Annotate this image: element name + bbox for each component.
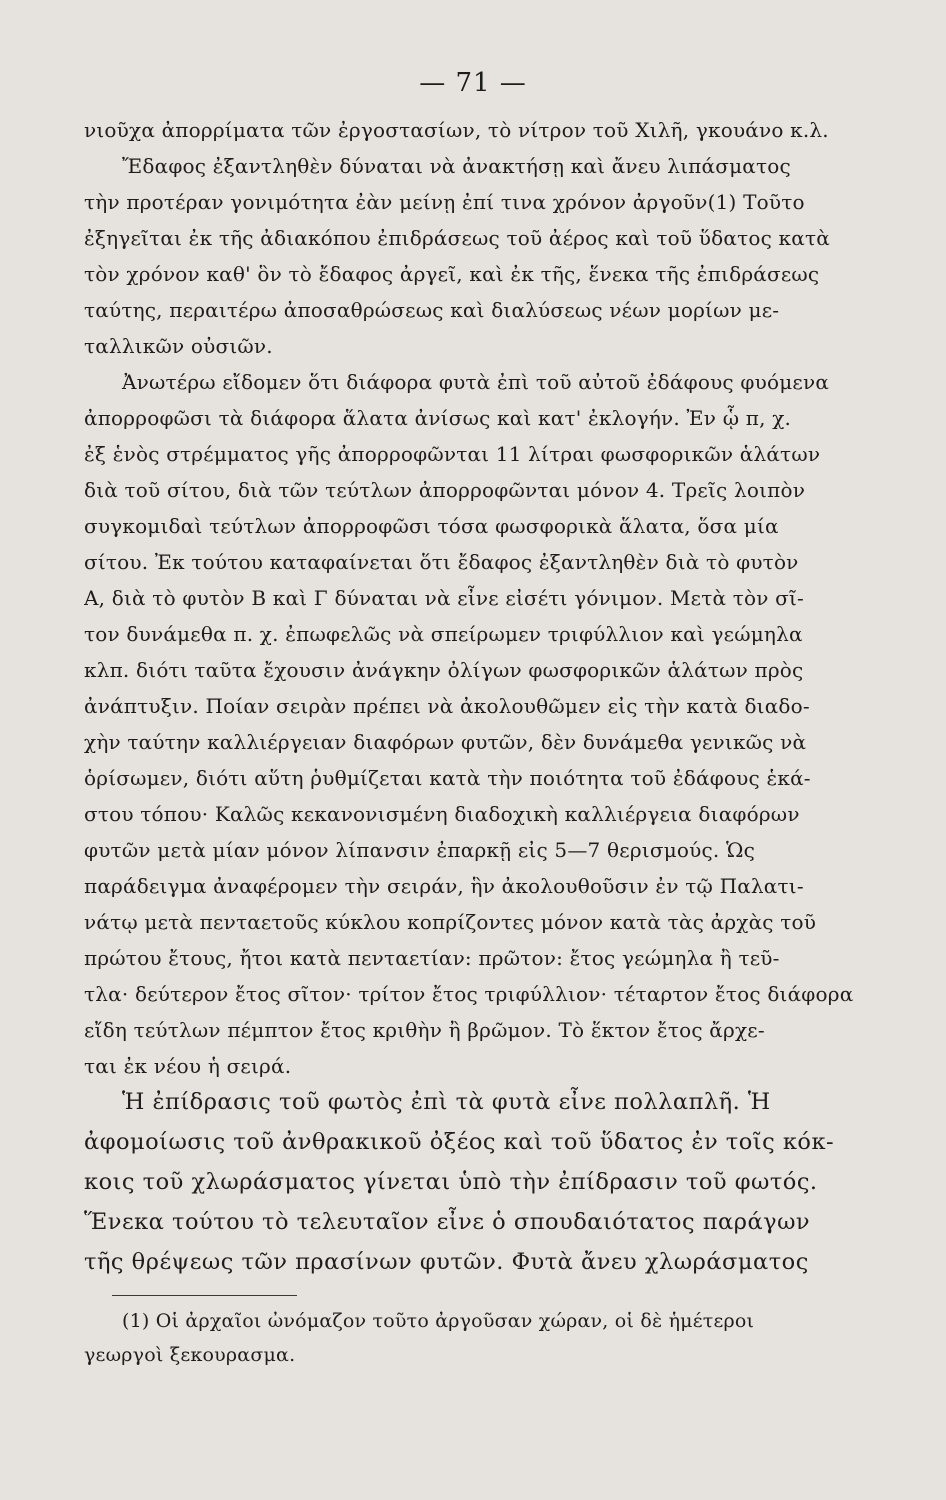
text-line: κλπ. διότι ταῦτα ἔχουσιν ἀνάγκην ὀλίγων φωσφορικῶν ἁλάτων πρὸς [84, 658, 804, 682]
footnote-divider [112, 1295, 297, 1296]
text-line: Ἀνωτέρω εἴδομεν ὅτι διάφορα φυτὰ ἐπὶ τοῦ αὐτοῦ ἐδάφους φυόμενα [122, 370, 830, 394]
text-line: διὰ τοῦ σίτου, διὰ τῶν τεύτλων ἀπορροφῶνται μόνον 4. Τρεῖς λοιπὸν [84, 478, 806, 502]
text-line: τλα· δεύτερον ἔτος σῖτον· τρίτον ἔτος τριφύλλιον· τέταρτον ἔτος διάφορα [84, 982, 854, 1006]
text-line: ται ἐκ νέου ἡ σειρά. [84, 1054, 292, 1078]
footnote [84, 1304, 882, 1372]
text-line: Α, διὰ τὸ φυτὸν Β καὶ Γ δύναται νὰ εἶνε εἰσέτι γόνιμον. Μετὰ τὸν σῖ- [84, 586, 805, 610]
footnote-line: (1) Οἱ ἀρχαῖοι ὠνόμαζον τοῦτο ἀργοῦσαν χώραν, οἱ δὲ ἡμέτεροι [122, 1310, 755, 1332]
text-line: τον δυνάμεθα π. χ. ἐπωφελῶς νὰ σπείρωμεν τριφύλλιον καὶ γεώμηλα [84, 622, 803, 646]
text-line: ἀπορροφῶσι τὰ διάφορα ἅλατα ἀνίσως καὶ κατ' ἐκλογήν. Ἐν ᾧ π, χ. [84, 406, 792, 430]
text-line: συγκομιδαὶ τεύτλων ἀπορροφῶσι τόσα φωσφορικὰ ἅλατα, ὅσα μία [84, 514, 779, 538]
page-number: — 71 — [419, 68, 527, 98]
text-line: νιοῦχα ἀπορρίματα τῶν ἐργοστασίων, τὸ νίτρον τοῦ Χιλῆ, γκουάνο κ.λ. [84, 118, 829, 142]
text-line: ταύτης, περαιτέρω ἀποσαθρώσεως καὶ διαλύσεως νέων μορίων με- [84, 298, 780, 322]
text-line: στου τόπου· Καλῶς κεκανονισμένη διαδοχικὴ καλλιέργεια διαφόρων [84, 802, 800, 826]
text-line: ἀφομοίωσις τοῦ ἀνθρακικοῦ ὀξέος καὶ τοῦ ὕδατος ἐν τοῖς κόκ- [84, 1129, 835, 1155]
text-line: κοις τοῦ χλωράσματος γίνεται ὑπὸ τὴν ἐπίδρασιν τοῦ φωτός. [84, 1169, 818, 1195]
text-line: ἐξηγεῖται ἐκ τῆς ἀδιακόπου ἐπιδράσεως τοῦ ἀέρος καὶ τοῦ ὕδατος κατὰ [84, 226, 830, 250]
text-line: ἐξ ἑνὸς στρέμματος γῆς ἀπορροφῶνται 11 λίτραι φωσφορικῶν ἁλάτων [84, 442, 821, 466]
text-line: νάτῳ μετὰ πενταετοῦς κύκλου κοπρίζοντες μόνον κατὰ τὰς ἀρχὰς τοῦ [84, 910, 817, 934]
text-line: χὴν ταύτην καλλιέργειαν διαφόρων φυτῶν, δὲν δυνάμεθα γενικῶς νὰ [84, 730, 807, 754]
text-line: Ἕνεκα τούτου τὸ τελευταῖον εἶνε ὁ σπουδαιότατος παράγων [84, 1209, 811, 1235]
text-line: φυτῶν μετὰ μίαν μόνον λίπανσιν ἐπαρκῇ εἰς 5—7 θερισμούς. Ὡς [84, 838, 756, 862]
text-line: Ἡ ἐπίδρασις τοῦ φωτὸς ἐπὶ τὰ φυτὰ εἶνε πολλαπλῆ. Ἡ [122, 1089, 771, 1115]
text-line: πρώτου ἔτους, ἤτοι κατὰ πενταετίαν: πρῶτον: ἔτος γεώμηλα ἢ τεῦ- [84, 946, 780, 970]
text-line: ταλλικῶν οὐσιῶν. [84, 334, 273, 358]
text-line: σίτου. Ἐκ τούτου καταφαίνεται ὅτι ἔδαφος ἐξαντληθὲν διὰ τὸ φυτὸν [84, 550, 799, 574]
footnote-line: γεωργοὶ ξεκουρασμα. [84, 1344, 296, 1366]
text-line: ὁρίσωμεν, διότι αὕτη ῥυθμίζεται κατὰ τὴν ποιότητα τοῦ ἐδάφους ἑκά- [84, 766, 811, 790]
light-section-text [84, 1082, 882, 1282]
text-line: τὸν χρόνον καθ' ὃν τὸ ἔδαφος ἀργεῖ, καὶ ἐκ τῆς, ἕνεκα τῆς ἐπιδράσεως [84, 262, 820, 286]
text-line: παράδειγμα ἀναφέρομεν τὴν σειράν, ἣν ἀκολουθοῦσιν ἐν τῷ Παλατι- [84, 874, 804, 898]
text-line: τῆς θρέψεως τῶν πρασίνων φυτῶν. Φυτὰ ἄνευ χλωράσματος [84, 1249, 809, 1275]
text-line: Ἔδαφος ἐξαντληθὲν δύναται νὰ ἀνακτήσῃ καὶ ἄνευ λιπάσματος [122, 154, 791, 178]
text-line: τὴν προτέραν γονιμότητα ἐὰν μείνῃ ἐπί τινα χρόνον ἀργοῦν(1) Τοῦτο [84, 190, 805, 214]
main-text-block [84, 112, 882, 1084]
text-line: ἀνάπτυξιν. Ποίαν σειρὰν πρέπει νὰ ἀκολουθῶμεν εἰς τὴν κατὰ διαδο- [84, 694, 810, 718]
text-line: εἴδη τεύτλων πέμπτον ἔτος κριθὴν ἢ βρῶμον. Τὸ ἕκτον ἔτος ἄρχε- [84, 1018, 765, 1042]
